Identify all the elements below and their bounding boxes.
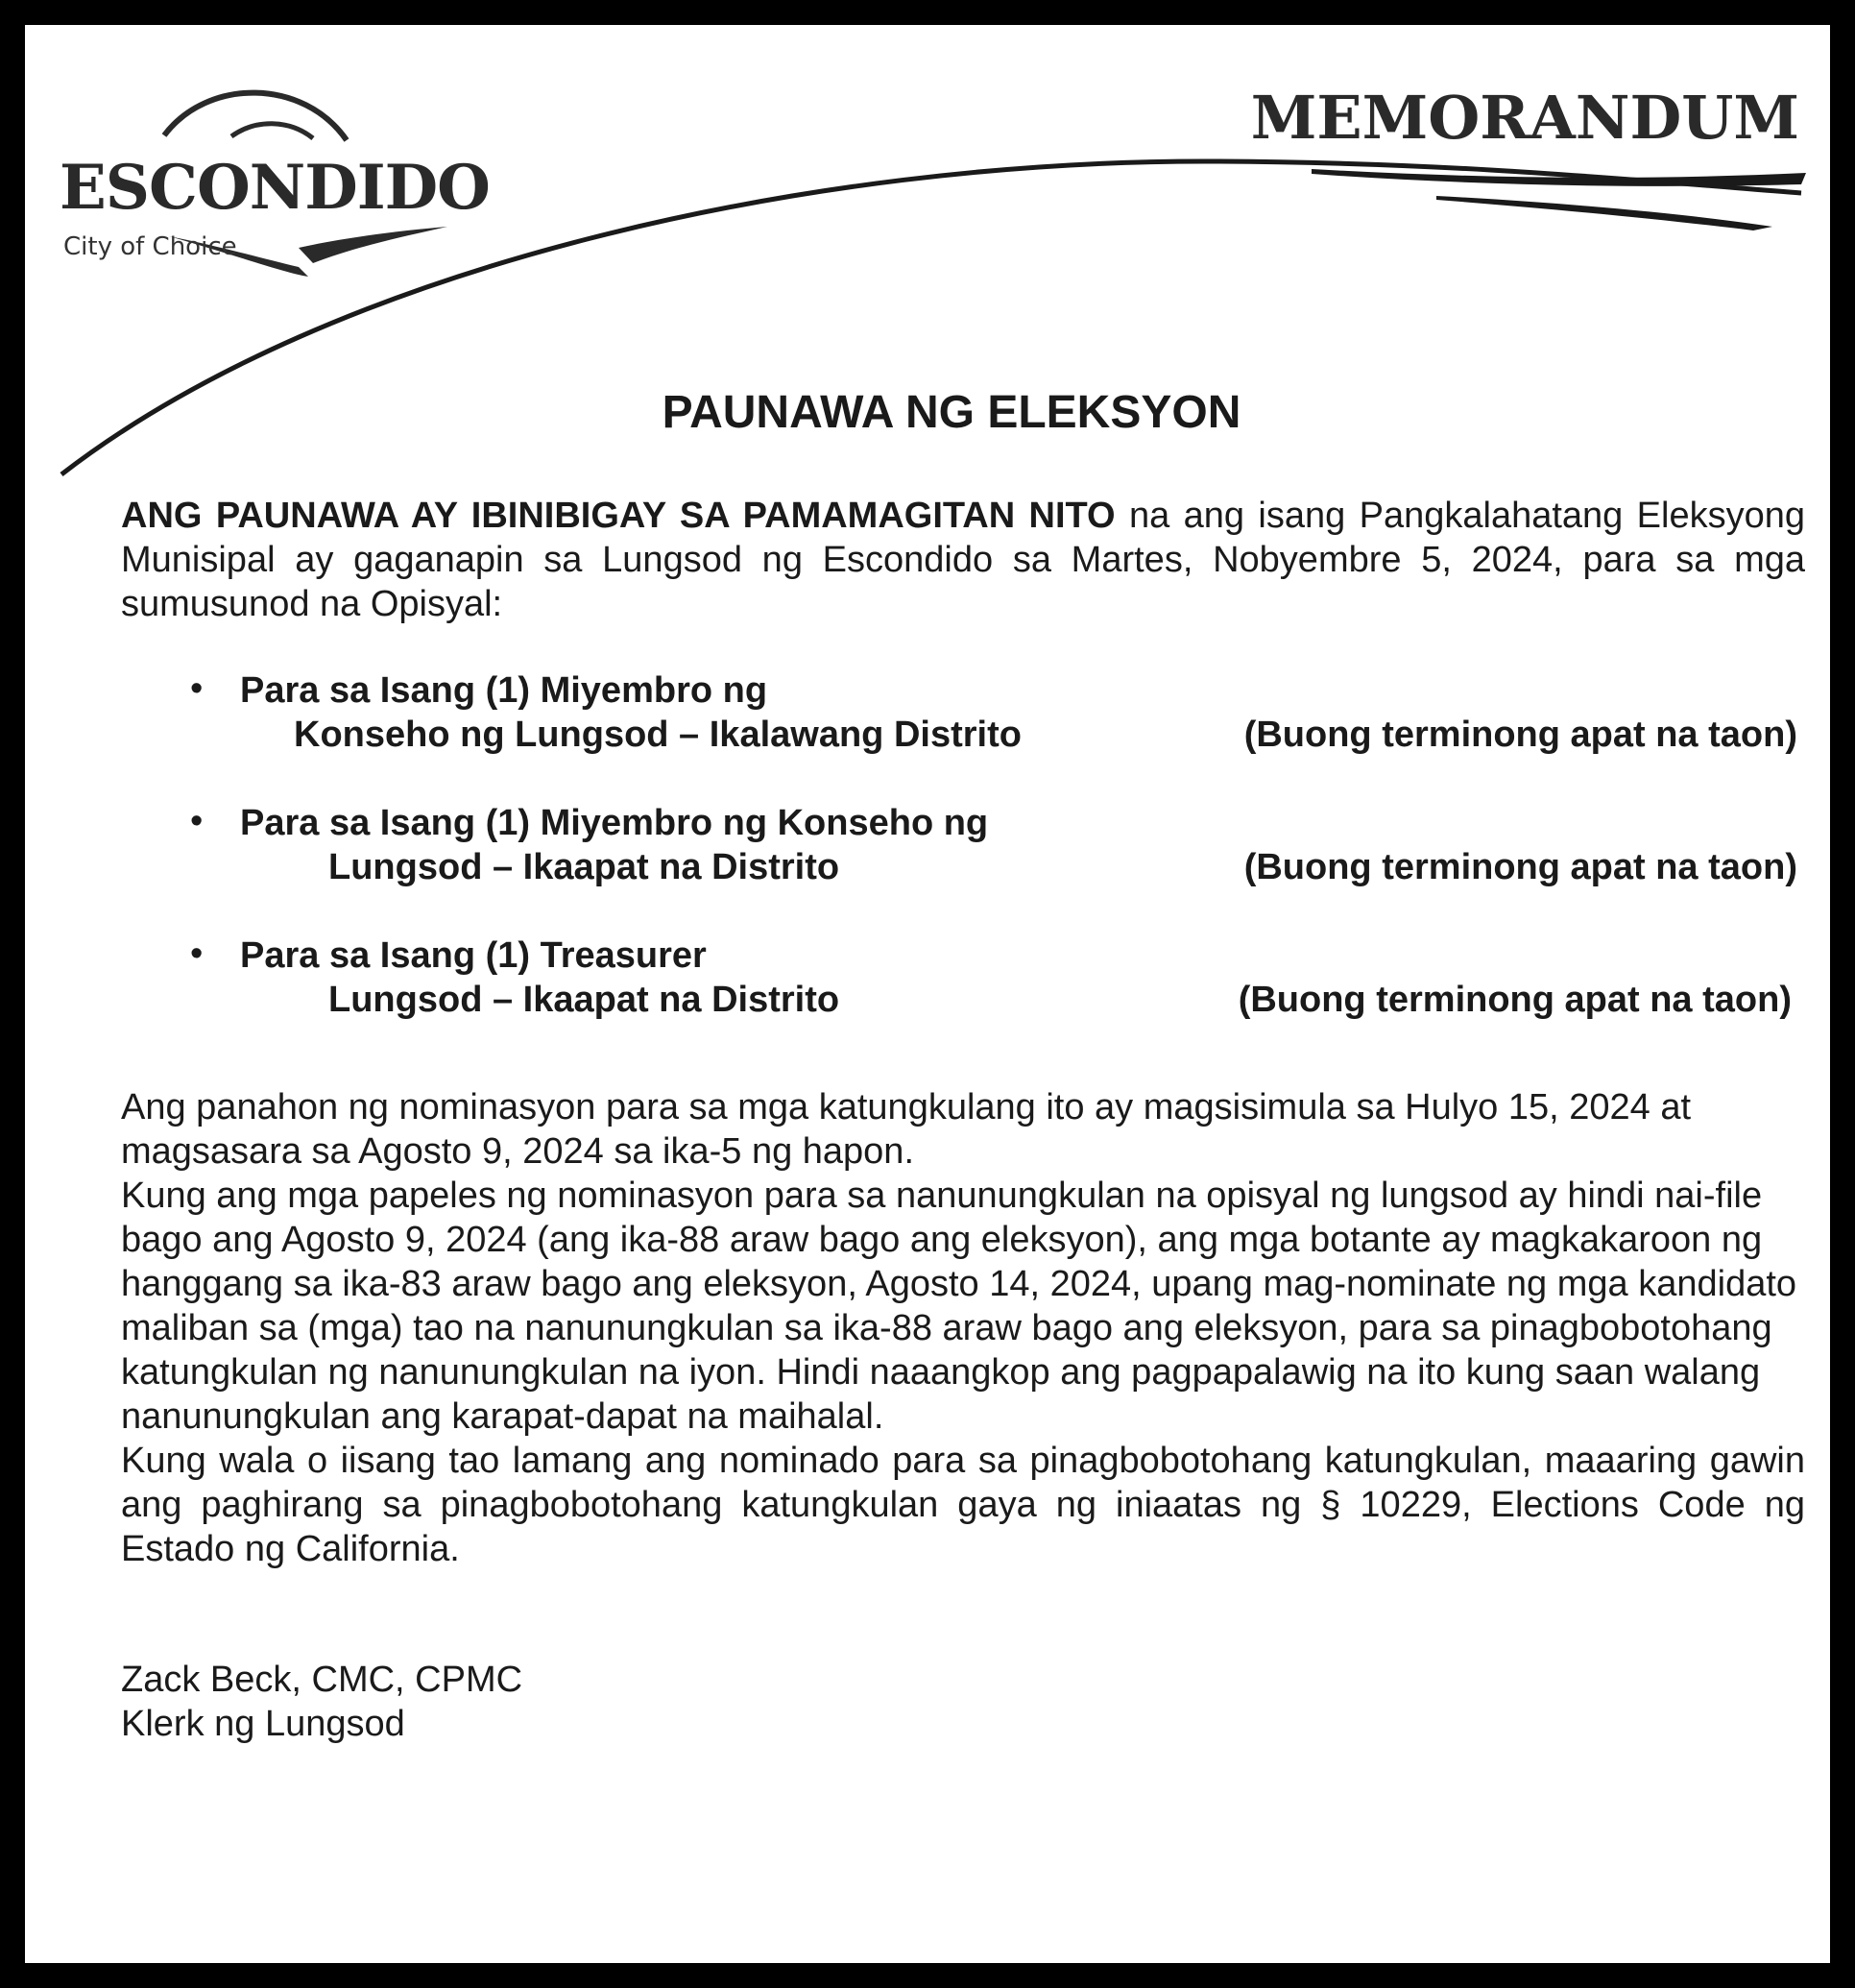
signature-block (121, 1658, 1805, 1746)
office-term: (Buong terminong apat na taon) (1238, 980, 1792, 1020)
swoosh-stripe-2 (1436, 196, 1772, 230)
logo-tagline: City of Choice (63, 232, 237, 261)
memo-page (25, 25, 1830, 1963)
extension-paragraph: Kung ang mga papeles ng nominasyon para sa nanunungkulan na opisyal ng lungsod ay hindi nai-file bago ang Agosto 9, 2024 (ang ika-88 araw bago ang eleksyon), ang mga botante ay magkakaroon ng hanggang sa ika-83 araw bago ang eleksyon, Agosto 14, 2024, upang mag-nominate ng mga kandidato maliban sa (mga) tao na nanunungkulan sa ika-88 araw bago ang eleksyon, para sa pinagbobotohang katungkulan ng nanunungkulan na iyon. Hindi naaangkop ang pagpapalawig na ito kung saan walang nanunungkulan ang karapat-dapat na maihalal. (121, 1176, 1797, 1437)
office-term: (Buong terminong apat na taon) (1243, 715, 1797, 755)
office-item (121, 668, 1805, 757)
signer-name: Zack Beck, CMC, CPMC (121, 1660, 523, 1700)
notice-body (121, 494, 1805, 1746)
office-line-2: Lungsod – Ikaapat na Distrito (328, 847, 840, 887)
intro-paragraph (121, 494, 1805, 626)
office-term: (Buong terminong apat na taon) (1243, 847, 1797, 887)
office-list (121, 668, 1805, 1022)
intro-bold-lead: ANG PAUNAWA AY IBINIBIGAY SA PAMAMAGITAN NITO (121, 496, 1116, 536)
logo-arc-large (164, 93, 347, 140)
bullet-glyph: • (190, 668, 204, 709)
logo-arc-small (231, 124, 313, 138)
bullet-glyph: • (190, 801, 204, 841)
office-line-1: Para sa Isang (1) Treasurer (240, 935, 707, 976)
logo-swoosh-2 (299, 227, 447, 263)
nomination-period-paragraph: Ang panahon ng nominasyon para sa mga katungkulang ito ay magsisimula sa Hulyo 15, 2024 at magsasara sa Agosto 9, 2024 sa ika-5 ng hapon. (121, 1087, 1692, 1172)
office-line-2: Konseho ng Lungsod – Ikalawang Distrito (294, 715, 1022, 755)
appointment-paragraph: Kung wala o iisang tao lamang ang nominado para sa pinagbobotohang katungkulan, maaaring gawin ang paghirang sa pinagbobotohang katungkulan gaya ng iniaatas ng § 10229, Elections Code ng Estado ng California. (121, 1441, 1805, 1569)
office-item (121, 801, 1805, 889)
swoosh-stripe-1 (1312, 169, 1806, 186)
intro-text: na ang isang Pangkalahatang Eleksyong Munisipal ay gaganapin sa Lungsod ng Escondido sa Martes, Nobyembre 5, 2024, para sa mga sumusunod na Opisyal: (121, 496, 1806, 624)
office-item (121, 933, 1805, 1022)
office-line-1: Para sa Isang (1) Miyembro ng (240, 670, 768, 711)
signer-role: Klerk ng Lungsod (121, 1704, 405, 1744)
notice-title: PAUNAWA NG ELEKSYON (662, 387, 1241, 438)
office-line-2: Lungsod – Ikaapat na Distrito (328, 980, 840, 1020)
office-line-1: Para sa Isang (1) Miyembro ng Konseho ng (240, 803, 989, 843)
memorandum-label: MEMORANDUM (1250, 83, 1799, 153)
logo-wordmark: ESCONDIDO (60, 152, 490, 224)
bullet-glyph: • (190, 933, 204, 974)
